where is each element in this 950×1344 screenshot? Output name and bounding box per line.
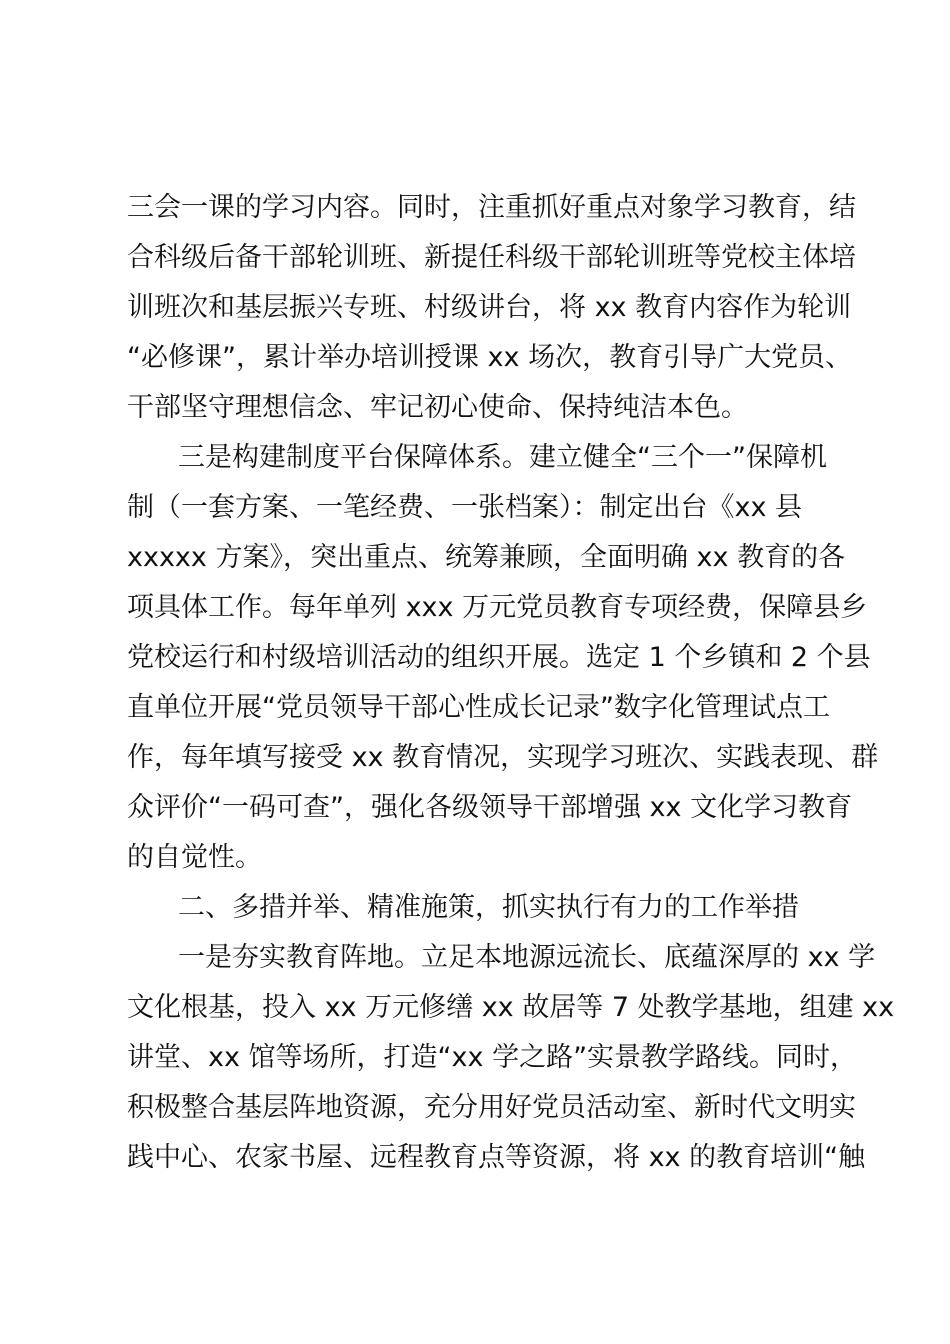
paragraph-start-line: 一是夯实教育阵地。立足本地源远流长、底蕴深厚的 xx 学 (178, 942, 876, 973)
text-line: 干部坚守理想信念、牢记初心使命、保持纯洁本色。 (127, 392, 748, 423)
text-line: “必修课”，累计举办培训授课 xx 场次，教育引导广大党员、 (127, 342, 853, 373)
text-line: 众评价“一码可查”，强化各级领导干部增强 xx 文化学习教育 (127, 792, 853, 823)
text-line: 积极整合基层阵地资源，充分用好党员活动室、新时代文明实 (127, 1092, 856, 1123)
text-line: 直单位开展“党员领导干部心性成长记录”数字化管理试点工 (127, 692, 830, 723)
paragraph-start-line: 三是构建制度平台保障体系。建立健全“三个一”保障机 (178, 442, 827, 473)
section-heading: 二、多措并举、精准施策，抓实执行有力的工作举措 (178, 892, 799, 923)
text-line: 践中心、农家书屋、远程教育点等资源，将 xx 的教育培训“触 (127, 1142, 866, 1173)
text-line: 讲堂、xx 馆等场所，打造“xx 学之路”实景教学路线。同时， (127, 1042, 858, 1073)
text-line: xxxxx 方案》，突出重点、统筹兼顾，全面明确 xx 教育的各 (127, 542, 846, 573)
text-line: 训班次和基层振兴专班、村级讲台，将 xx 教育内容作为轮训 (127, 292, 852, 323)
text-line: 项具体工作。每年单列 xxx 万元党员教育专项经费，保障县乡 (127, 592, 868, 623)
text-line: 党校运行和村级培训活动的组织开展。选定 1 个乡镇和 2 个县 (127, 642, 871, 673)
text-line: 作，每年填写接受 xx 教育情况，实现学习班次、实践表现、群 (127, 742, 879, 773)
text-line: 合科级后备干部轮训班、新提任科级干部轮训班等党校主体培 (127, 242, 856, 273)
text-line: 文化根基，投入 xx 万元修缮 xx 故居等 7 处教学基地，组建 xx (127, 992, 895, 1023)
text-line: 三会一课的学习内容。同时，注重抓好重点对象学习教育，结 (127, 192, 856, 223)
text-line: 制（一套方案、一笔经费、一张档案）：制定出台《xx 县 (127, 492, 803, 523)
text-line: 的自觉性。 (127, 842, 262, 873)
